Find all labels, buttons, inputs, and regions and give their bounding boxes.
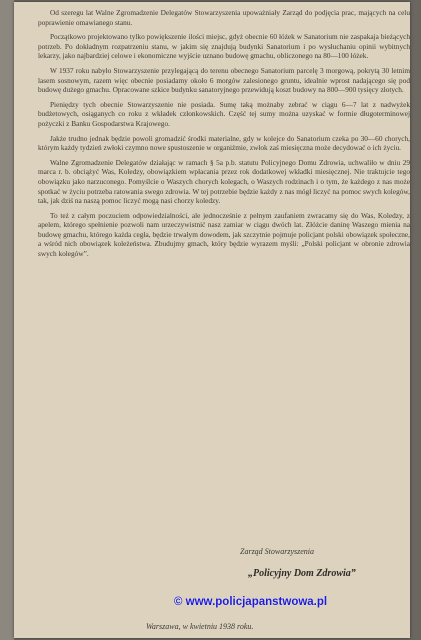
paragraph-3: W 1937 roku nabyło Stowarzyszenie przylegającą do terenu obecnego Sanatorium parcelę 3 morgową, pokrytą 30 letnim lasem sosnowym, razem więc obecnie posiadamy około 6 morgów zalesionego gruntu, idealnie wprost nadającego się pod budowę dużego gmachu. Opracowane szkice budynku sanatoryjnego przewidują koszt budowy na 800—900 tysięcy złotych. bbox=[38, 65, 410, 95]
paragraph-4: Pieniędzy tych obecnie Stowarzyszenie nie posiada. Sumę taką możnaby zebrać w ciągu 6—7 lat z nadwyżek budżetowych, osiąganych co roku z wkładek członkowskich. Część tej sumy można uzyskać w formie długoterminowej pożyczki z Banku Gospodarstwa Krajowego. bbox=[38, 99, 410, 128]
paragraph-2: Początkowo projektowano tylko powiększenie ilości miejsc, gdyż obecnie 60 łóżek w Sanatorium nie zaspakaja bieżących potrzeb. Po dokładnym rozpatrzeniu stanu, w jakim się znajdują budynki Sanatorium i po wysłuchaniu opinii wybitnych lekarzy, jako najbardziej celowe i ekonomiczne wyjście uznano budowę gmachu, obliczonego na 80—100 łóżek. bbox=[38, 32, 410, 61]
signature-name: „Policyjny Dom Zdrowia” bbox=[248, 568, 356, 579]
dateline: Warszawa, w kwietniu 1938 roku. bbox=[146, 622, 254, 631]
document-page bbox=[14, 2, 410, 638]
paragraph-7: To też z całym poczuciem odpowiedzialności, ale jednocześnie z pełnym zaufaniem zwracamy się do Was, Koledzy, z apelem, którego spełnienie pozwoli nam urzeczywistnić nasz zamiar w ciągu dwóch lat. Złóżcie daninę Waszego mienia na budowę gmachu, którego każda cegła, będzie trwałym dowodem, jak szczytnie pojmuje policjant polski obowiązek społeczne, a wśród nich obowiązek koleżeństwa. Zbudujmy gmach, który będzie wyrazem myśli: „Polski policjant w obronie zdrowia swych kolegów”. bbox=[38, 210, 410, 259]
paragraph-1: Od szeregu lat Walne Zgromadzenie Delegatów Stowarzyszenia upoważniały Zarząd do podjęcia prac, mających na celu poprawienie omawianego stanu. bbox=[38, 8, 410, 27]
background-edge bbox=[0, 0, 14, 640]
watermark: © www.policjapanstwowa.pl bbox=[174, 596, 328, 608]
paragraph-5: Jakże trudno jednak będzie powoli gromadzić środki materialne, gdy w kolejce do Sanatorium czeka po 30—60 chorych, którym każdy tydzień zwłoki czymno nowe spustoszenie w organiźmie, zwłok zaś miesięczna może decydować o ich życiu. bbox=[38, 133, 410, 153]
signature-role: Zarząd Stowarzyszenia bbox=[240, 547, 315, 556]
paragraph-6: Walne Zgromadzenie Delegatów działając w ramach § 5a p.b. statutu Policyjnego Domu Zdrowia, uchwaliło w dniu 29 marca r. b. obciążyć Was, Koledzy, obowiązkiem wpłacania przez rok dodatkowej wkładki miesięcznej. Nie traktujcie tego obowiązku jako narzuconego. Pomyślcie o Waszych chorych kolegach, o Waszych rodzinach i o tym, że każdego z nas może spotkać w życiu potrzeba ratowania swego zdrowia. W tej potrzebie będzie każdy z nas mógł liczyć na pomoc swych kolegów, tak, jak dziś na naszą pomoc liczyć mogą nasi chorzy koledzy. bbox=[38, 157, 410, 206]
document-body bbox=[38, 8, 410, 264]
